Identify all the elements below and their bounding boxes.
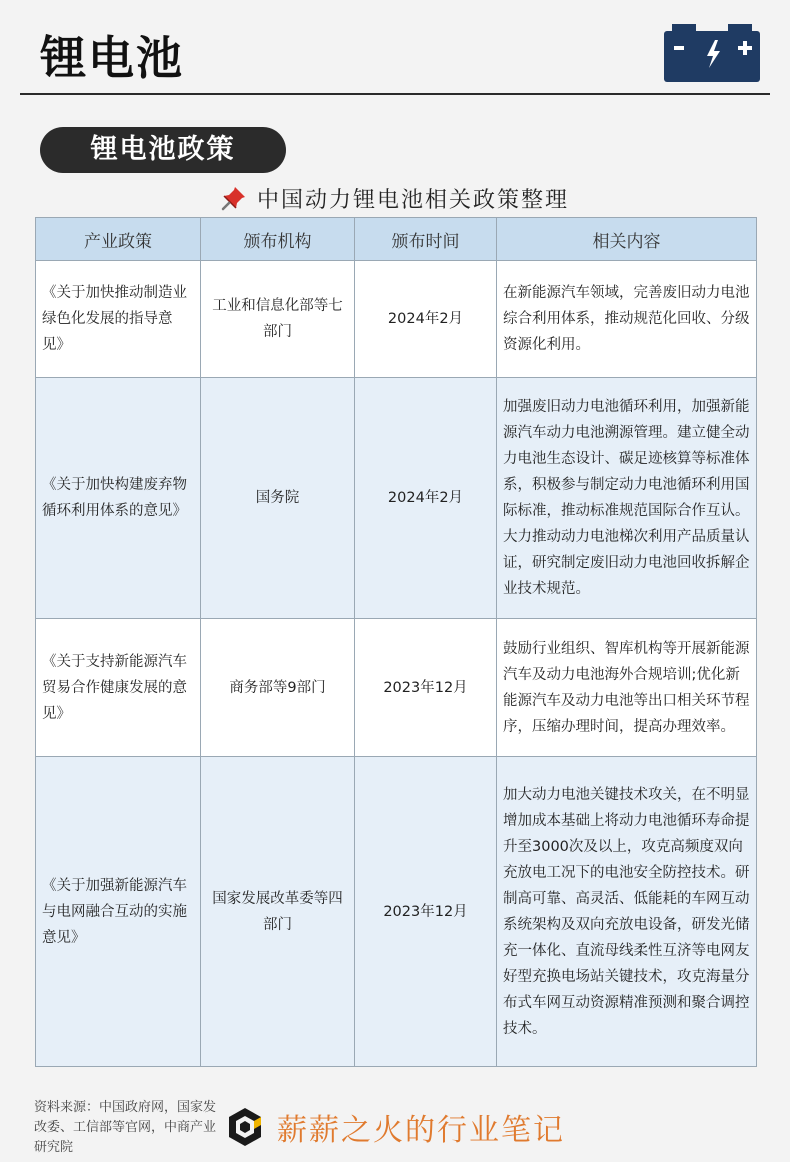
agency-cell: 商务部等9部门 (201, 619, 355, 757)
source-note: 资料来源：中国政府网，国家发改委、工信部等官网，中商产业研究院 (34, 1100, 217, 1155)
agency-cell: 国家发展改革委等四部门 (201, 757, 355, 1067)
table-row (36, 261, 757, 378)
table-row (36, 757, 757, 1067)
column-header-date: 颁布时间 (355, 218, 497, 261)
table-caption-text: 中国动力锂电池相关政策整理 (256, 188, 569, 213)
battery-icon (664, 24, 760, 82)
column-header-policy: 产业政策 (36, 218, 201, 261)
date-cell: 2023年12月 (355, 619, 497, 757)
policy-cell: 《关于加快构建废弃物循环利用体系的意见》 (36, 378, 201, 619)
table-row (36, 619, 757, 757)
policy-cell: 《关于加快推动制造业绿色化发展的指导意见》 (36, 261, 201, 378)
section-label: 锂电池政策 (40, 127, 286, 173)
policy-cell: 《关于支持新能源汽车贸易合作健康发展的意见》 (36, 619, 201, 757)
date-cell: 2024年2月 (355, 261, 497, 378)
table-header-row (36, 218, 757, 261)
content-cell: 鼓励行业组织、智库机构等开展新能源汽车及动力电池海外合规培训;优化新能源汽车及动力电池等出口相关环节程序，压缩办理时间，提高办理效率。 (497, 619, 757, 757)
column-header-agency: 颁布机构 (201, 218, 355, 261)
content-cell: 加大动力电池关键技术攻关，在不明显增加成本基础上将动力电池循环寿命提升至3000次及以上，攻克高频度双向充放电工况下的电池安全防控技术。研制高可靠、高灵活、低能耗的车网互动系统架构及双向充放电设备，研发光储充一体化、直流母线柔性互济等电网友好型充换电场站关键技术，攻克海量分布式车网互动资源精准预测和聚合调控技术。 (497, 757, 757, 1067)
header-divider (20, 93, 770, 95)
column-header-content: 相关内容 (497, 218, 757, 261)
policy-cell: 《关于加强新能源汽车与电网融合互动的实施意见》 (36, 757, 201, 1067)
table-caption (0, 183, 790, 214)
policy-table (35, 217, 757, 1067)
page-title: 锂电池 (40, 31, 184, 85)
agency-cell: 工业和信息化部等七部门 (201, 261, 355, 378)
content-cell: 加强废旧动力电池循环利用，加强新能源汽车动力电池溯源管理。建立健全动力电池生态设计、碳足迹核算等标准体系，积极参与制定动力电池循环利用国际标准，推动标准规范国际合作互认。大力推动动力电池梯次利用产品质量认证，研究制定废旧动力电池回收拆解企业技术规范。 (497, 378, 757, 619)
table-row (36, 378, 757, 619)
date-cell: 2023年12月 (355, 757, 497, 1067)
brand-logo-icon (227, 1107, 263, 1147)
content-cell: 在新能源汽车领域，完善废旧动力电池综合利用体系，推动规范化回收、分级资源化利用。 (497, 261, 757, 378)
date-cell: 2024年2月 (355, 378, 497, 619)
agency-cell: 国务院 (201, 378, 355, 619)
pushpin-icon (221, 185, 247, 211)
brand-name: 薪薪之火的行业笔记 (277, 1113, 565, 1148)
